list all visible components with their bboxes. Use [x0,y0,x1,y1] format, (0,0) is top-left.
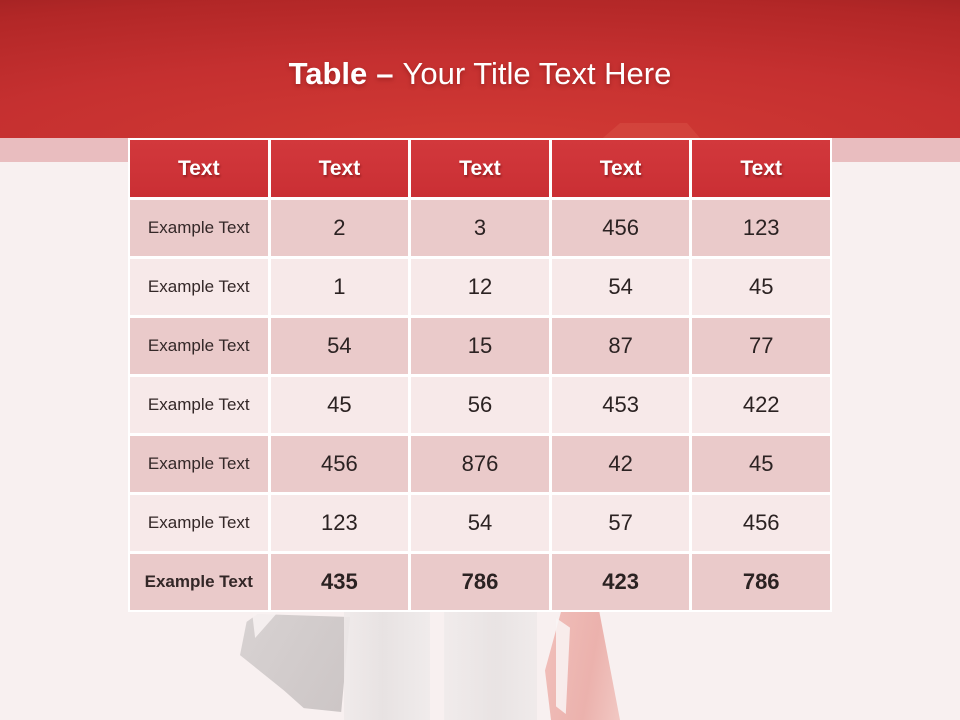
table-header-cell: Text [692,140,830,197]
data-table [128,138,832,612]
table-cell: 435 [271,554,409,610]
table-cell: 54 [411,495,549,551]
table-cell-label: Example Text [130,554,268,610]
table-cell: 456 [692,495,830,551]
title-banner [0,0,960,138]
table-cell: 77 [692,318,830,374]
title-subtitle: Your Title Text Here [402,56,672,91]
table-cell-label: Example Text [130,377,268,433]
table-cell: 3 [411,200,549,256]
table-cell: 423 [552,554,690,610]
table-cell: 45 [692,436,830,492]
background-illustration [0,610,960,720]
table-cell: 57 [552,495,690,551]
table-cell: 786 [411,554,549,610]
table-cell: 45 [271,377,409,433]
table-cell: 123 [692,200,830,256]
table-cell-label: Example Text [130,436,268,492]
table-cell: 786 [692,554,830,610]
table-cell: 123 [271,495,409,551]
title-keyword: Table [288,56,368,91]
table-cell: 453 [552,377,690,433]
table-cell-label: Example Text [130,495,268,551]
table-cell: 2 [271,200,409,256]
table-cell: 422 [692,377,830,433]
table-header-cell: Text [271,140,409,197]
table-cell: 12 [411,259,549,315]
table-cell: 45 [692,259,830,315]
table-cell: 56 [411,377,549,433]
title-separator: – [376,56,394,91]
table-cell-label: Example Text [130,259,268,315]
table-cell: 87 [552,318,690,374]
table-cell: 1 [271,259,409,315]
table-header-cell: Text [552,140,690,197]
table-cell: 876 [411,436,549,492]
banner-glow-shape [592,123,700,138]
table-cell: 54 [552,259,690,315]
bg-shape-gray-column-left [344,610,430,720]
bg-shape-gray-column-right [444,610,537,720]
table-header-cell: Text [130,140,268,197]
table-cell-label: Example Text [130,318,268,374]
table-cell: 456 [271,436,409,492]
table-cell: 42 [552,436,690,492]
table-cell-label: Example Text [130,200,268,256]
table-header-cell: Text [411,140,549,197]
table-cell: 54 [271,318,409,374]
table-cell: 15 [411,318,549,374]
page-title [0,54,960,94]
table-cell: 456 [552,200,690,256]
